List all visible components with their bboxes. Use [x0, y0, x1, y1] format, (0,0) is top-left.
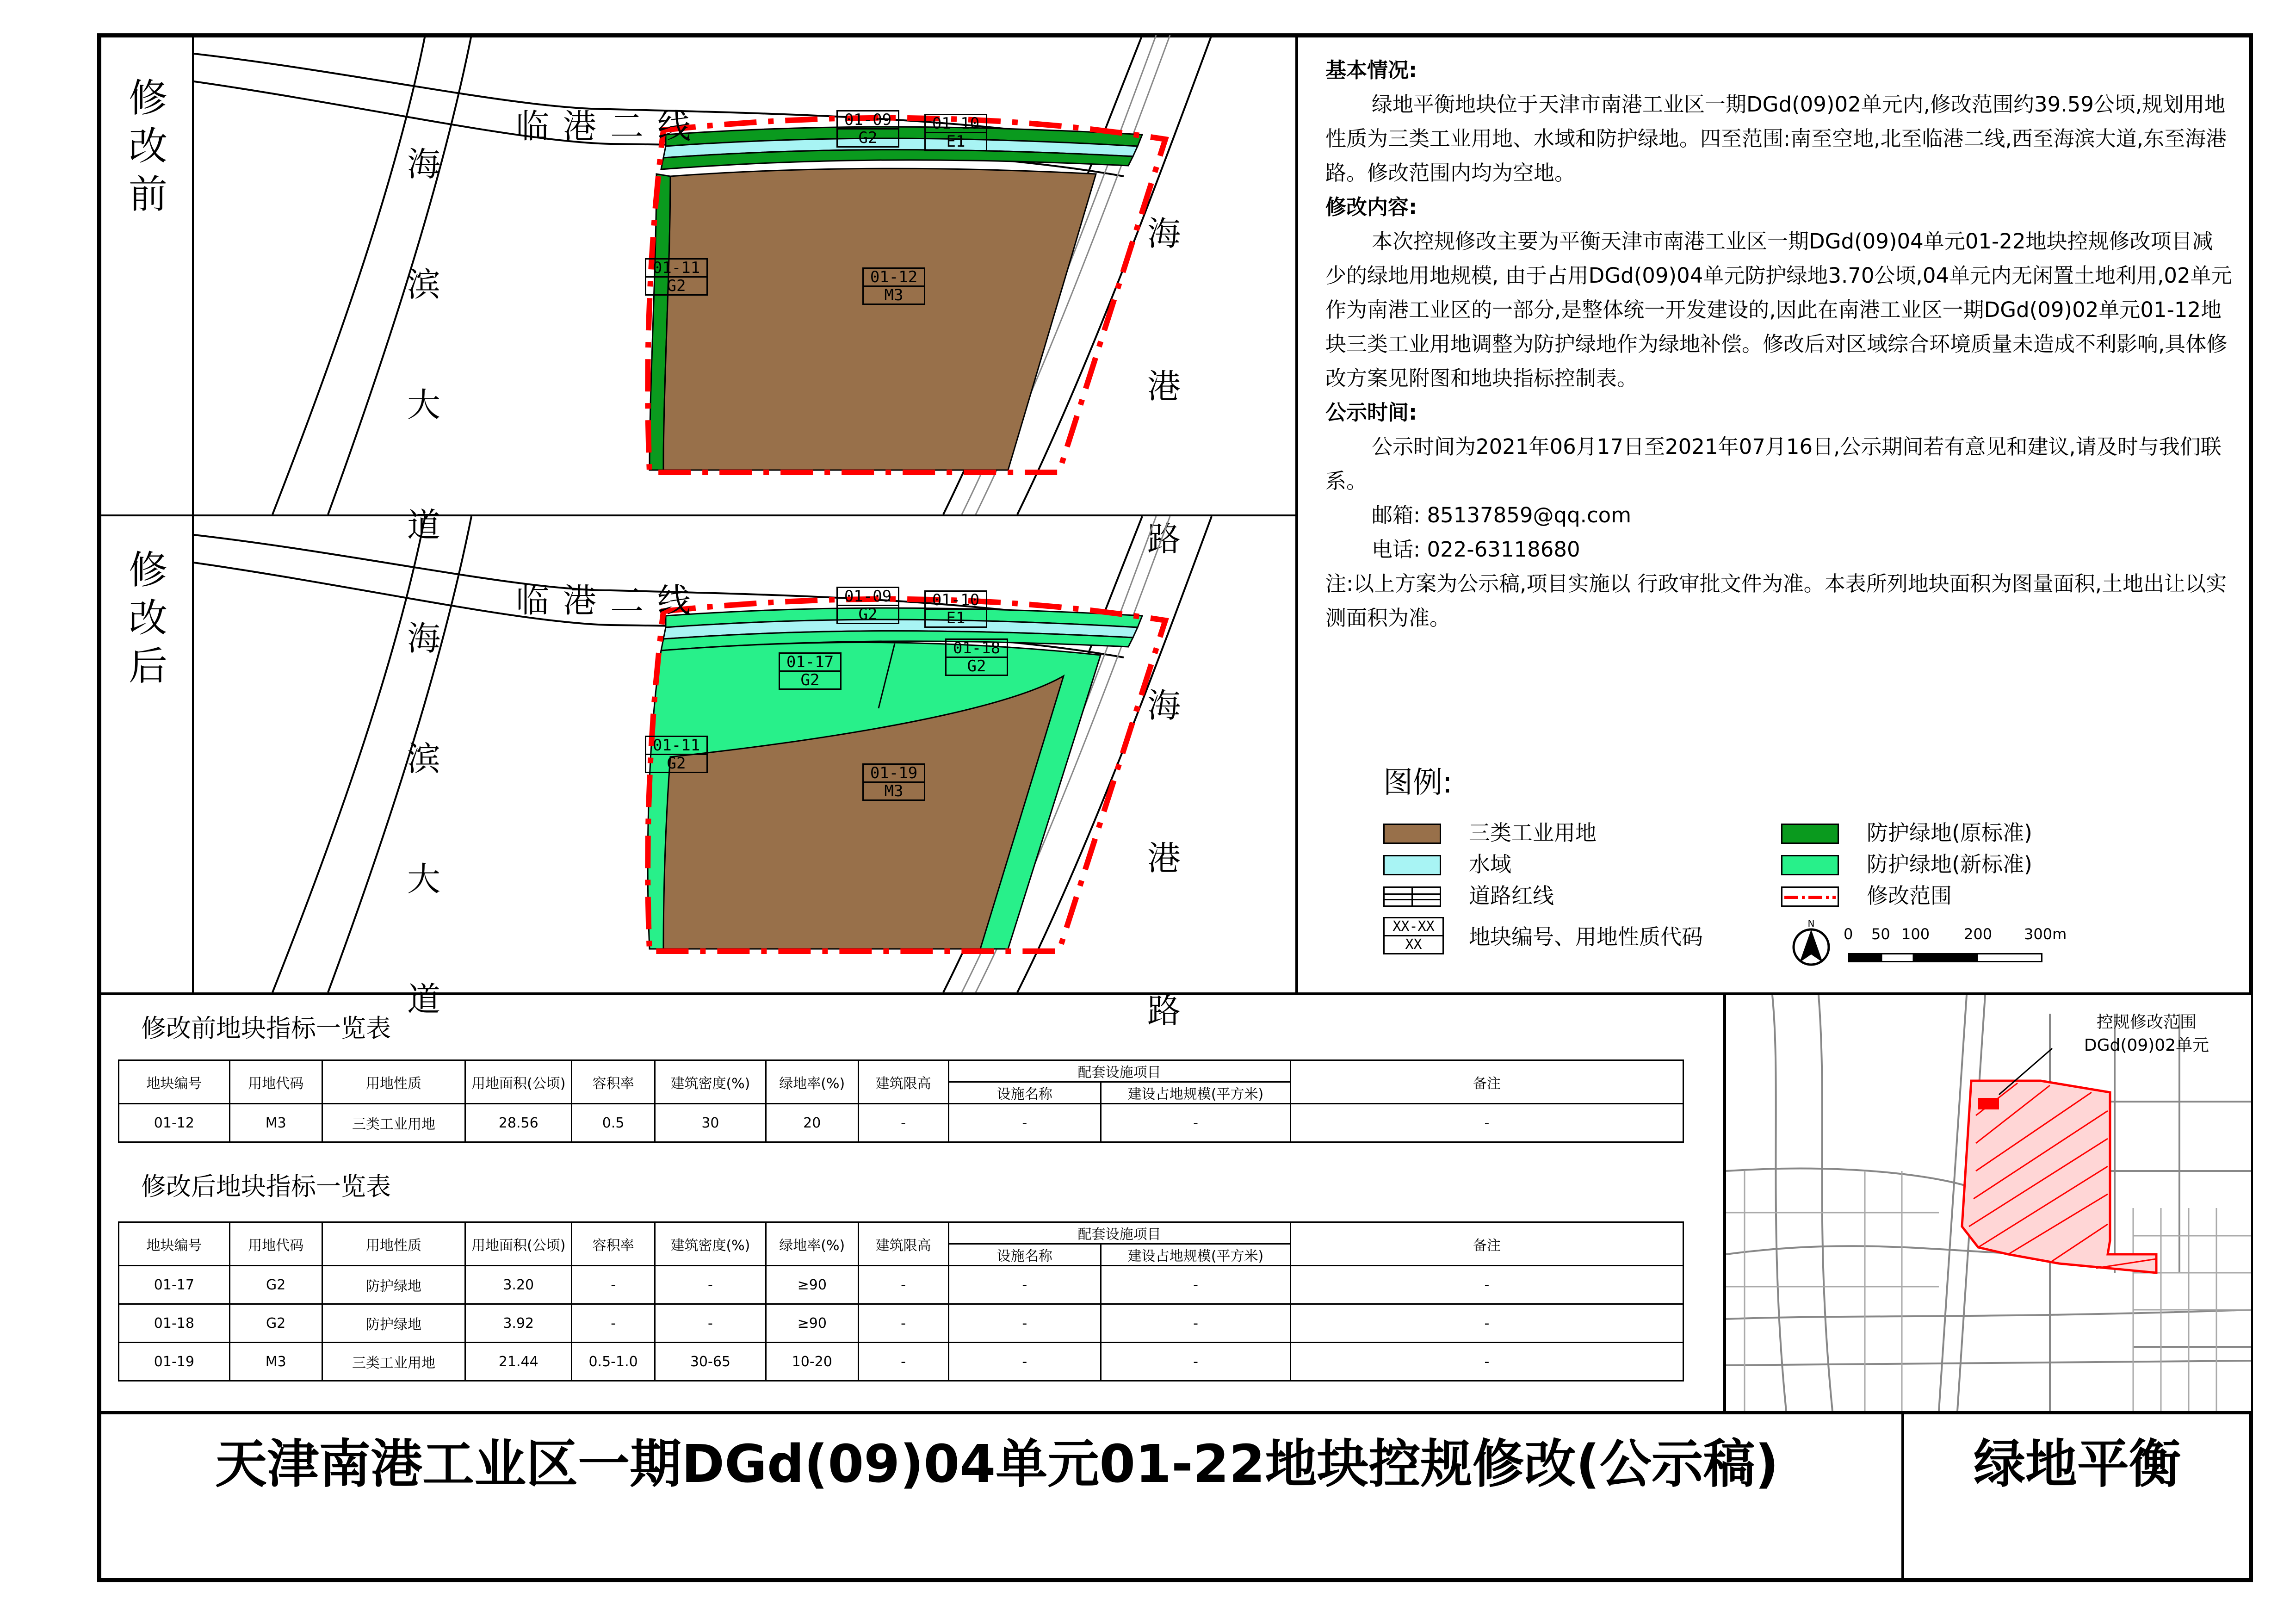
table-before-title: 修改前地块指标一览表 [141, 1014, 391, 1043]
table-after-title: 修改后地块指标一览表 [141, 1172, 391, 1201]
road-lingang-before: 临港二线 [516, 107, 705, 146]
legend-label-industrial: 三类工业用地 [1469, 820, 1597, 845]
th-far: 容积率 [572, 1222, 655, 1266]
plot-label: 01-17 G2 [779, 652, 842, 690]
legend-label-green-old: 防护绿地(原标准) [1867, 820, 2032, 845]
th-density: 建筑密度(%) [655, 1222, 766, 1266]
th-remark: 备注 [1290, 1222, 1683, 1266]
road-lingang-after: 临港二线 [516, 581, 705, 620]
map-after [194, 516, 1295, 992]
note-text: 注:以上方案为公示稿,项目实施以 行政审批文件为准。本表所列地块面积为图量面积,土地出让以实测面积为准。 [1325, 571, 2227, 630]
th-height: 建筑限高 [858, 1222, 948, 1266]
th-area: 用地面积(公顷) [465, 1060, 572, 1104]
th-fac-area: 建设占地规模(平方米) [1101, 1082, 1291, 1104]
notice-heading: 公示时间: [1325, 400, 1417, 425]
after-label: 修改后 [129, 547, 168, 689]
table-after [118, 1221, 1684, 1381]
table-row: 01-18 G2 防护绿地 3.92 - - ≥90 - - - - [119, 1304, 1683, 1343]
content-text: 本次控规修改主要为平衡天津市南港工业区一期DGd(09)04单元01-22地块控规修改项目减少的绿地用地规模, 由于占用DGd(09)04单元防护绿地3.70公顷,04单元内无闲置土地利用,02单元作为南港工业区的一部分,是整体统一开发建设的,因此在南港工业区一期DGd(09)02单元01-12地块三类工业用地调整为防护绿地作为绿地补偿。修改后对区域综合环境质量未造成不利影响,具体修改方案见附图和地块指标控制表。 [1325, 229, 2232, 390]
map-before [194, 35, 1295, 514]
legend-swatch-green-old [1781, 824, 1839, 844]
plot-label: 01-18 G2 [945, 638, 1008, 676]
plot-label: 01-10 E1 [924, 590, 987, 628]
th-use-type: 用地性质 [322, 1060, 465, 1104]
th-remark: 备注 [1290, 1060, 1683, 1104]
legend-swatch-green-new [1781, 855, 1839, 875]
drawing-subtitle: 绿地平衡 [1974, 1434, 2181, 1494]
scale-tick: 100 [1901, 925, 1930, 943]
north-label: N [1807, 918, 1815, 929]
table-before [118, 1059, 1684, 1143]
plot-label: 01-12 M3 [862, 267, 925, 305]
plot-label: 01-09 G2 [836, 110, 899, 148]
legend-title: 图例: [1383, 766, 1453, 800]
notice-text: 公示时间为2021年06月17日至2021年07月16日,公示期间若有意见和建议,请及时与我们联系。 [1325, 434, 2222, 493]
legend-label-boundary: 修改范围 [1867, 883, 1952, 908]
basic-heading: 基本情况: [1325, 58, 1417, 82]
th-plot-no: 地块编号 [119, 1060, 230, 1104]
scale-tick: 300m [2024, 925, 2067, 943]
legend-label-road: 道路红线 [1469, 883, 1554, 908]
th-facilities: 配套设施项目 [948, 1060, 1290, 1082]
divider-footer [97, 1411, 2253, 1414]
basic-text: 绿地平衡地块位于天津市南港工业区一期DGd(09)02单元内,修改范围约39.59公顷,规划用地性质为三类工业用地、水域和防护绿地。四至范围:南至空地,北至临港二线,西至海滨大道,东至海港路。修改范围内均为空地。 [1325, 92, 2227, 185]
plot-label: 01-10 E1 [924, 114, 987, 151]
table-row: 01-19 M3 三类工业用地 21.44 0.5-1.0 30-65 10-20 - - - - [119, 1343, 1683, 1381]
th-density: 建筑密度(%) [655, 1060, 766, 1104]
scale-tick: 0 [1844, 925, 1853, 943]
location-map [1726, 995, 2251, 1411]
divider-map-info [1295, 33, 1298, 993]
legend-label-water: 水域 [1469, 852, 1511, 877]
road-haigang-before: 海港路 [1147, 214, 1181, 558]
scale-bar [1848, 953, 2042, 962]
th-fac-name: 设施名称 [948, 1244, 1101, 1266]
th-plot-no: 地块编号 [119, 1222, 230, 1266]
contact-email: 邮箱: 85137859@qq.com [1372, 503, 1632, 527]
road-haigang-after: 海港路 [1147, 686, 1181, 1030]
plot-label: 01-09 G2 [836, 587, 899, 624]
before-label: 修改前 [129, 75, 168, 217]
legend-swatch-industrial [1383, 824, 1441, 844]
legend-swatch-boundary [1781, 886, 1839, 907]
th-area: 用地面积(公顷) [465, 1222, 572, 1266]
road-haibin-before: 海滨大道 [407, 145, 441, 545]
scale-tick: 50 [1871, 925, 1890, 943]
plot-label: 01-19 M3 [862, 763, 925, 801]
legend-swatch-road [1383, 886, 1441, 907]
info-panel [1325, 53, 2232, 635]
legend-swatch-water [1383, 855, 1441, 875]
th-fac-area: 建设占地规模(平方米) [1101, 1244, 1291, 1266]
north-arrow-icon [1790, 918, 1832, 969]
th-fac-name: 设施名称 [948, 1082, 1101, 1104]
th-use-type: 用地性质 [322, 1222, 465, 1266]
th-height: 建筑限高 [858, 1060, 948, 1104]
th-far: 容积率 [572, 1060, 655, 1104]
road-haibin-after: 海滨大道 [407, 619, 441, 1019]
th-green: 绿地率(%) [766, 1222, 858, 1266]
th-facilities: 配套设施项目 [948, 1222, 1290, 1244]
th-use-code: 用地代码 [229, 1222, 322, 1266]
scale-tick: 200 [1964, 925, 1993, 943]
legend-plot-label: XX-XX XX [1383, 917, 1444, 954]
th-green: 绿地率(%) [766, 1060, 858, 1104]
table-row: 01-12 M3 三类工业用地 28.56 0.5 30 20 - - - - [119, 1104, 1683, 1142]
drawing-title: 天津南港工业区一期DGd(09)04单元01-22地块控规修改(公示稿) [215, 1434, 1779, 1494]
table-row: 01-17 G2 防护绿地 3.20 - - ≥90 - - - - [119, 1266, 1683, 1304]
plot-label: 01-11 G2 [645, 258, 708, 296]
legend-label-green-new: 防护绿地(新标准) [1867, 852, 2032, 877]
plot-label: 01-11 G2 [645, 736, 708, 773]
location-label: 控规修改范围 DGd(09)02单元 [2084, 1013, 2209, 1055]
contact-phone: 电话: 022-63118680 [1372, 537, 1580, 562]
legend-label-plot: 地块编号、用地性质代码 [1469, 924, 1703, 949]
content-heading: 修改内容: [1325, 195, 1417, 219]
th-use-code: 用地代码 [229, 1060, 322, 1104]
